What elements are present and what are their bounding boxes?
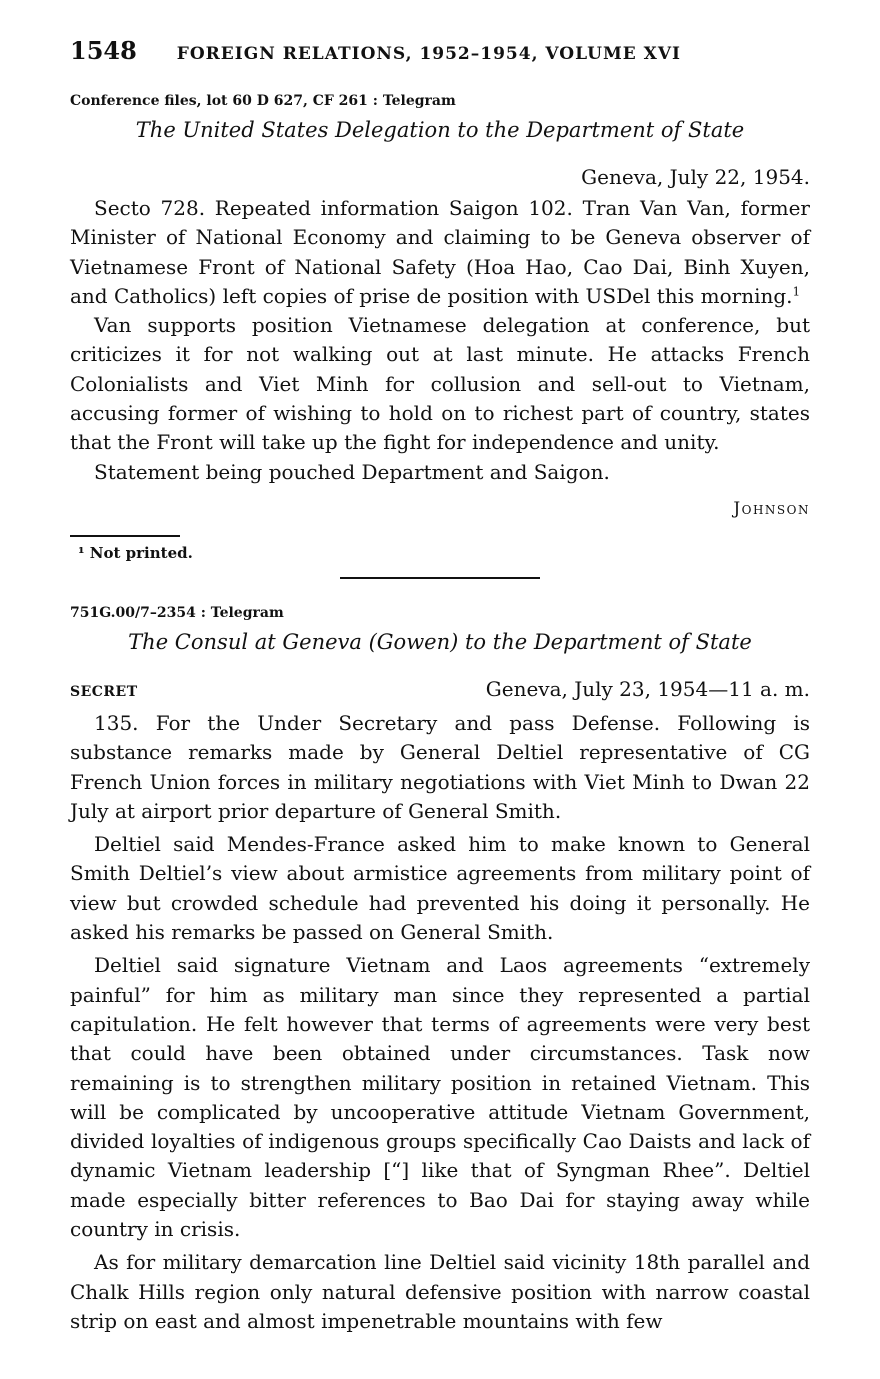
document-page <box>70 36 810 1336</box>
doc1-footnote: ¹ Not printed. <box>78 543 193 562</box>
doc2-paragraph-2: Deltiel said Mendes-France asked him to make known to General Smith Deltiel’s view about armistice agreements from military point of view but crowded schedule had prevented his doing it personally. He asked his remarks be passed on General Smith. <box>70 832 810 945</box>
footnote-reference: 1 <box>792 284 801 299</box>
footnote-rule <box>70 535 180 537</box>
series-title: FOREIGN RELATIONS, 1952–1954, VOLUME XVI <box>176 44 681 64</box>
page-number: 1548 <box>70 36 137 65</box>
doc2-paragraph-3: Deltiel said signature Vietnam and Laos agreements “extremely painful” for him as military man since they represented a partial capitulation. He felt however that terms of agreements were very best that could have been obtained under circumstances. Task now remaining is to strengthen military position in retained Vietnam. This will be complicated by uncooperative attitude Vietnam Government, divided loyalties of indigenous groups specifically Cao Daists and lack of dynamic Vietnam leadership [“] like that of Syngman Rhee”. Deltiel made especially bitter references to Bao Dai for staying away while country in crisis. <box>70 953 810 1242</box>
doc1-dateline: Geneva, July 22, 1954. <box>581 165 810 189</box>
doc2-dateline: Geneva, July 23, 1954—11 a. m. <box>485 676 810 701</box>
doc2-dateline-row <box>70 675 810 707</box>
running-head <box>70 36 810 69</box>
doc1-paragraph-2: Van supports position Vietnamese delegation at conference, but criticizes it for not walking out at last minute. He attacks French Colonialists and Viet Minh for collusion and sell-out to Vietnam, accusing former of wishing to hold on to richest part of country, states that the Front will take up the fight for independence and unity. <box>70 313 810 455</box>
doc1-signature: Johnson <box>733 498 810 519</box>
doc1-title: The United States Delegation to the Department of State <box>135 118 745 142</box>
doc2-source-note: 751G.00/7–2354 : Telegram <box>70 604 284 621</box>
doc1-paragraph-3: Statement being pouched Department and Saigon. <box>94 459 610 484</box>
doc2-classification: SECRET <box>70 683 138 700</box>
doc2-paragraph-4: As for military demarcation line Deltiel said vicinity 18th parallel and Chalk Hills region only natural defensive position with narrow coastal strip on east and almost impenetrable mountains with few <box>70 1250 810 1333</box>
document-separator <box>340 577 540 579</box>
doc1-source-note: Conference files, lot 60 D 627, CF 261 : Telegram <box>70 93 456 109</box>
doc1-paragraph-1: Secto 728. Repeated information Saigon 102. Tran Van Van, former Minister of National Economy and claiming to be Geneva observer of Vietnamese Front of National Safety (Hoa Hao, Cao Dai, Binh Xuyen, and Catholics) left copies of prise de position with USDel this morning.$^1$ <box>70 196 810 308</box>
doc1-dateline-row <box>70 163 810 192</box>
doc2-paragraph-1: 135. For the Under Secretary and pass Defense. Following is substance remarks made by General Deltiel representative of CG French Union forces in military negotiations with Viet Minh to Dwan 22 July at airport prior departure of General Smith. <box>70 710 810 823</box>
doc2-title: The Consul at Geneva (Gowen) to the Department of State <box>128 629 752 654</box>
